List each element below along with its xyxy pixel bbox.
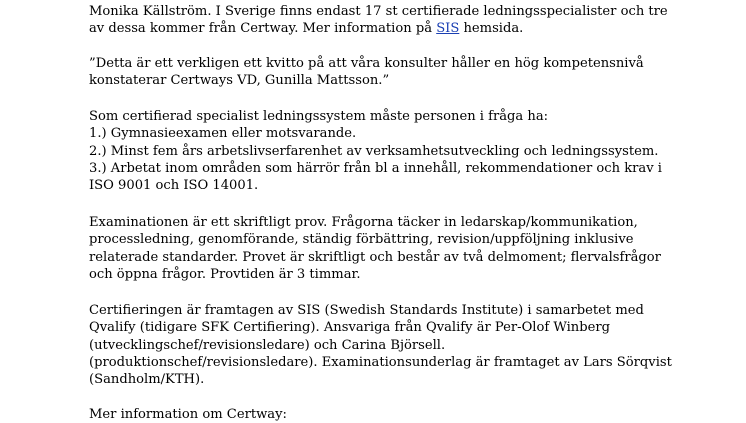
intro-line-2-text: av dessa kommer från Certway. Mer information på	[89, 21, 437, 37]
more-info-paragraph	[89, 406, 287, 423]
exam-paragraph	[89, 214, 661, 283]
intro-paragraph	[89, 3, 668, 38]
exam-line-1: Examinationen är ett skriftligt prov. Frågorna täcker in ledarskap/kommunikation,	[89, 215, 638, 230]
certification-paragraph	[89, 302, 672, 388]
certification-line-2: Qvalify (tidigare SFK Certifiering). Ansvariga från Qvalify är Per-Olof Winberg	[89, 320, 611, 336]
certification-line-1: Certifieringen är framtagen av SIS (Swedish Standards Institute) i samarbetet med	[89, 303, 644, 318]
certification-line-3: (utvecklingschef/revisionsledare) och Carina Björsell.	[89, 337, 446, 353]
sis-link[interactable]: SIS	[436, 21, 460, 37]
requirement-item-1: 1.) Gymnasieexamen eller motsvarande.	[89, 126, 357, 142]
certification-line-4: (produktionschef/revisionsledare). Examinationsunderlag är framtaget av Lars Sörqvist	[89, 354, 672, 370]
requirement-item-2: 2.) Minst fem års arbetslivserfarenhet av verksamhetsutveckling och ledningssystem.	[89, 143, 659, 159]
exam-line-2: processledning, genomförande, ständig förbättring, revision/uppföljning inklusive	[89, 232, 634, 248]
more-info-line-1: Mer information om Certway:	[89, 407, 287, 422]
quote-line-1: ”Detta är ett verkligen ett kvitto på att våra konsulter håller en hög kompetensnivå	[89, 56, 644, 71]
exam-line-4: och öppna frågor. Provtiden är 3 timmar.	[89, 266, 361, 282]
quote-paragraph	[89, 55, 644, 90]
intro-line-1: Monika Källström. I Sverige finns endast 17 st certifierade ledningsspecialister och tre	[89, 4, 668, 19]
quote-line-2: konstaterar Certways VD, Gunilla Mattsson.”	[89, 73, 390, 89]
requirements-paragraph	[89, 108, 662, 194]
certification-line-5: (Sandholm/KTH).	[89, 372, 205, 388]
exam-line-3: relaterade standarder. Provet är skriftligt och består av två delmoment; flervalsfrågor	[89, 249, 661, 265]
intro-line-2-tail: hemsida.	[459, 21, 524, 37]
intro-line-2	[89, 20, 668, 37]
requirements-intro: Som certifierad specialist ledningssystem måste personen i fråga ha:	[89, 109, 549, 124]
requirement-item-3-line-2: ISO 9001 och ISO 14001.	[89, 178, 259, 194]
requirement-item-3-line-1: 3.) Arbetat inom områden som härrör från bl a innehåll, rekommendationer och krav i	[89, 160, 662, 176]
